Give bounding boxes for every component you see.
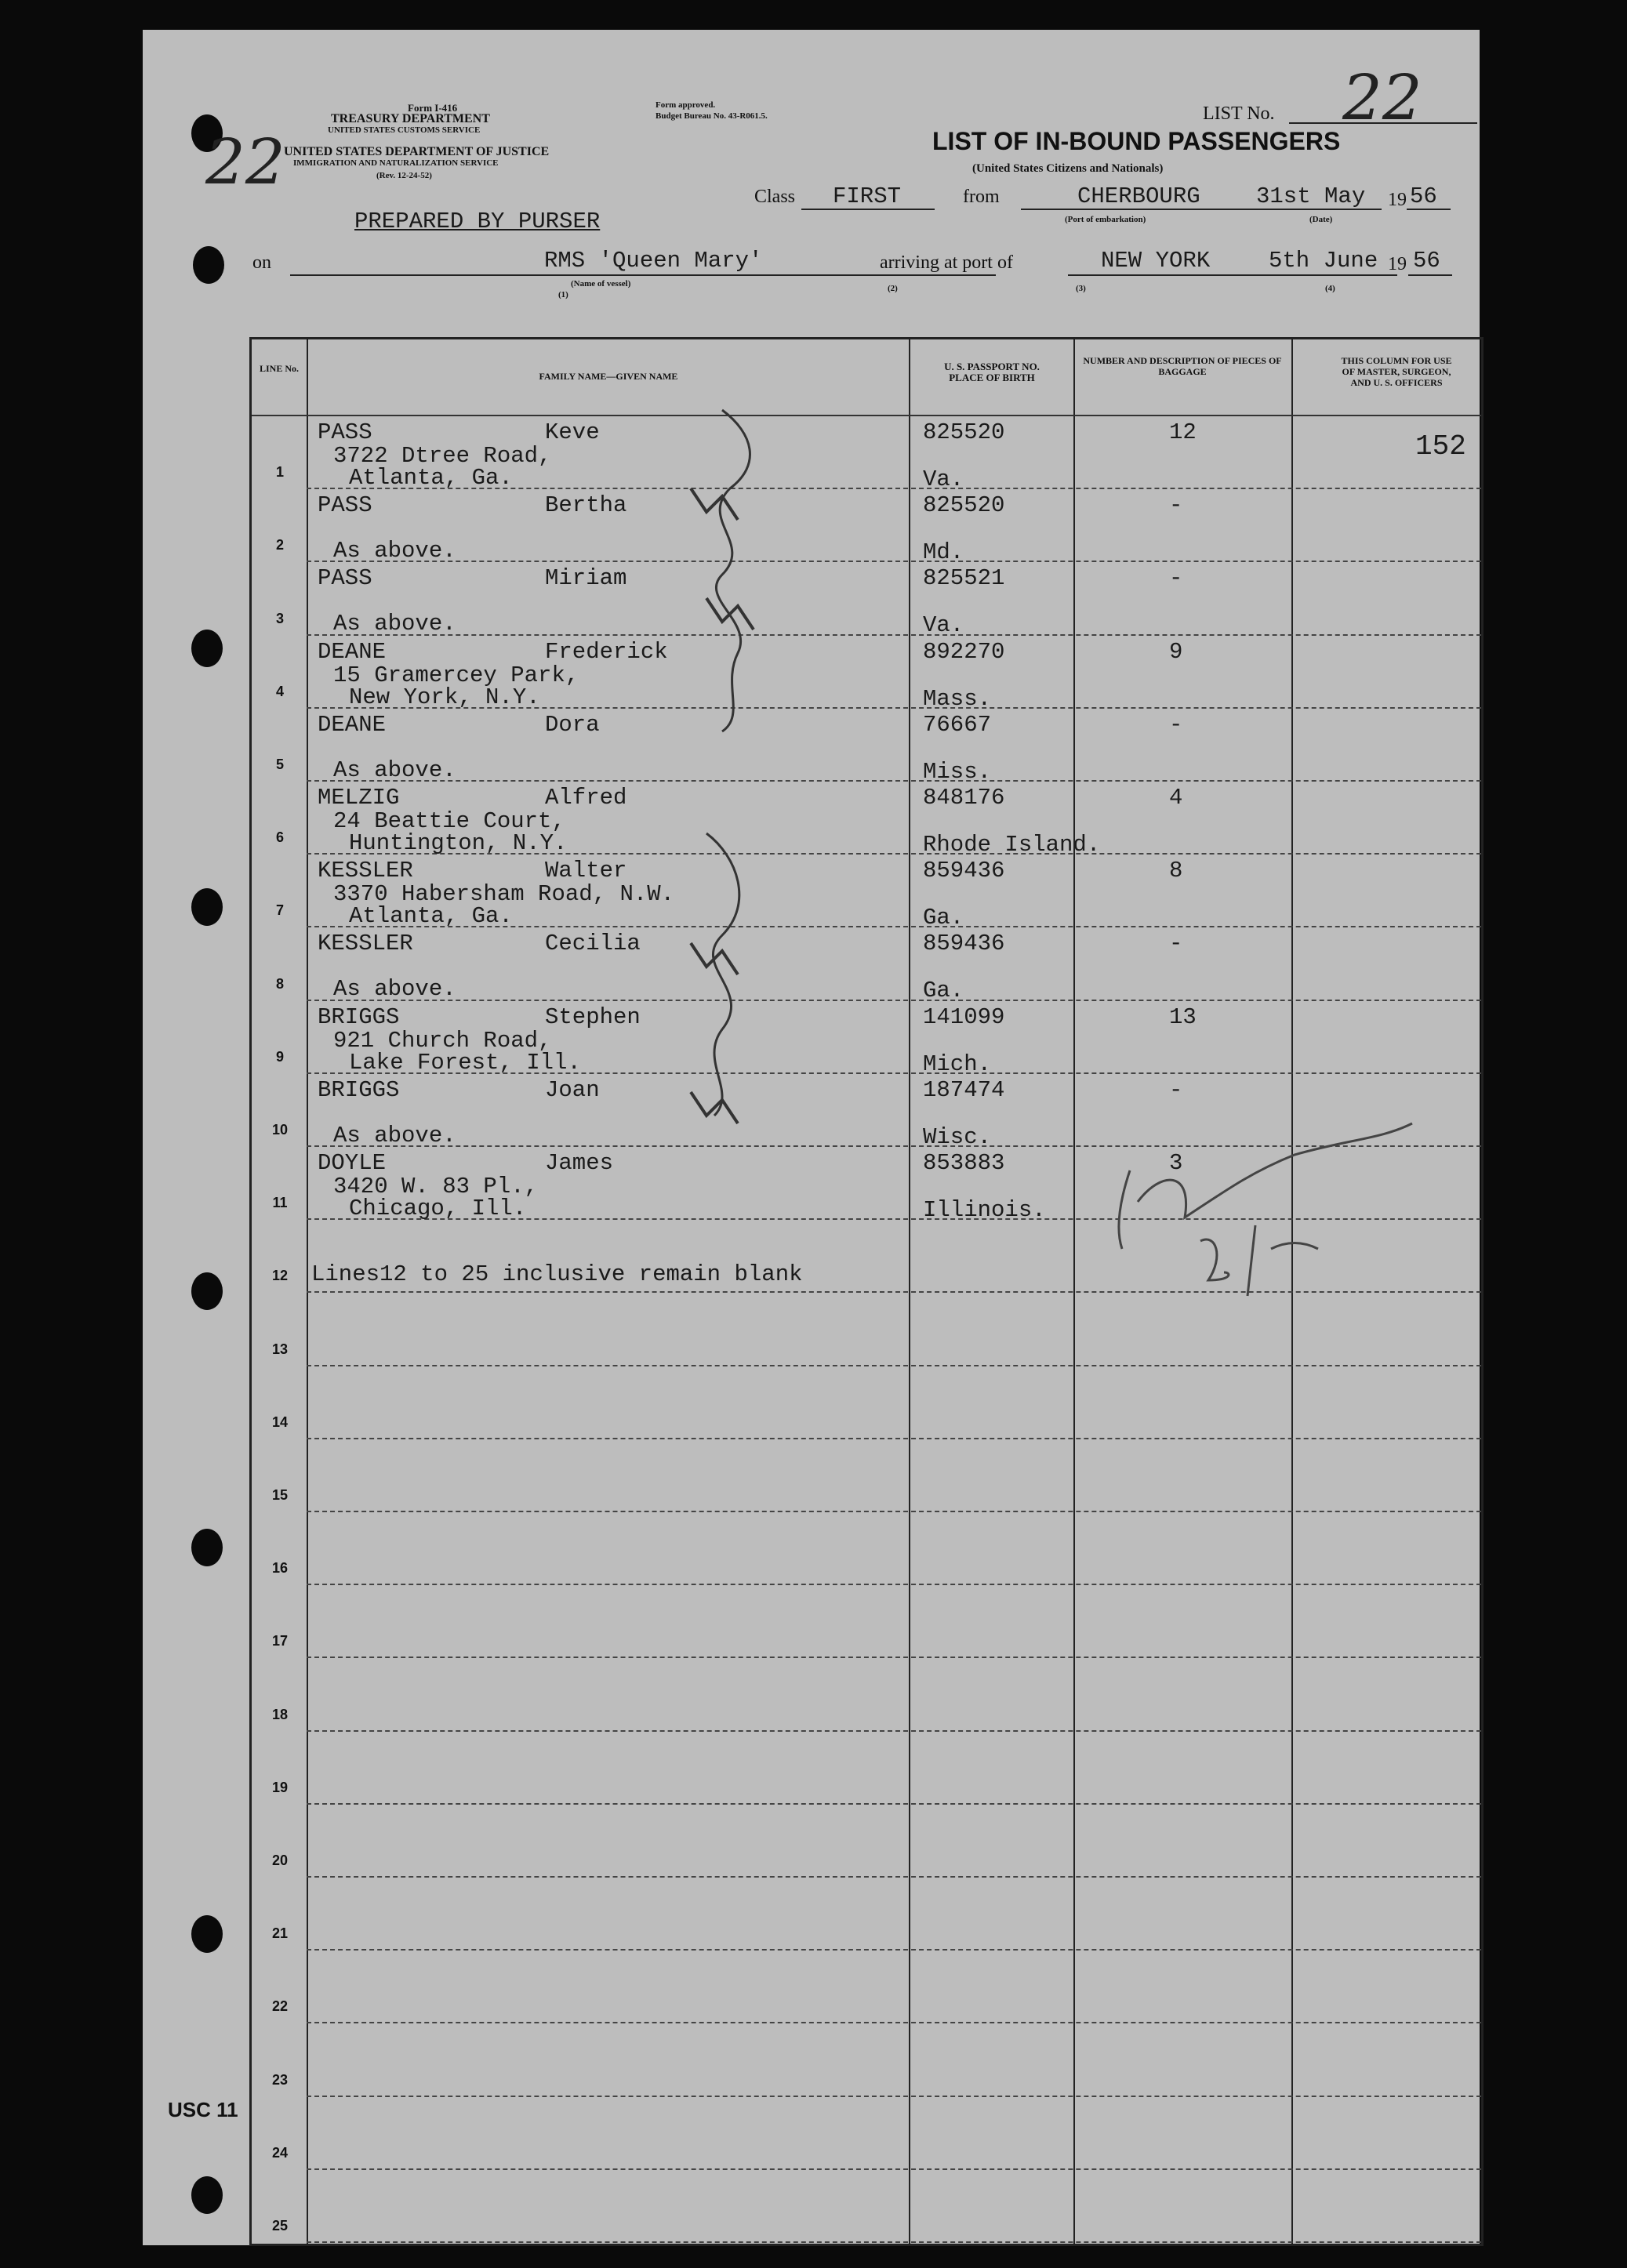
passenger-table xyxy=(249,337,1484,2246)
passport-number: 859436 xyxy=(923,931,1005,957)
address-line: Lake Forest, Ill. xyxy=(349,1049,581,1076)
caption-2: (2) xyxy=(888,284,898,293)
port-of-embarkation: CHERBOURG xyxy=(1077,183,1200,209)
place-of-birth: Mass. xyxy=(923,685,992,712)
vessel-caption: (Name of vessel) xyxy=(571,279,631,288)
place-of-birth: Ga. xyxy=(923,978,964,1004)
line-number: 18 xyxy=(271,1706,289,1722)
arriving-label: arriving at port of xyxy=(880,252,1013,273)
line-number: 3 xyxy=(275,610,284,626)
line-number: 22 xyxy=(271,1998,289,2015)
given-name: Alfred xyxy=(545,785,627,811)
address-line: As above. xyxy=(333,1122,456,1149)
baggage-count: - xyxy=(1169,492,1183,519)
customs-service: UNITED STATES CUSTOMS SERVICE xyxy=(328,125,481,135)
line-number: 20 xyxy=(271,1853,289,1868)
arrival-year-prefix: 19 xyxy=(1388,254,1407,274)
baggage-count: - xyxy=(1169,711,1183,738)
list-no-label: LIST No. xyxy=(1203,103,1275,124)
given-name: Stephen xyxy=(545,1003,641,1030)
address-line: As above. xyxy=(333,611,456,637)
budget-bureau: Budget Bureau No. 43-R061.5. xyxy=(656,111,768,121)
family-name: DEANE xyxy=(318,638,387,665)
address-line: As above. xyxy=(333,538,456,564)
form-subtitle: (United States Citizens and Nationals) xyxy=(972,162,1164,175)
margin-handwritten-number: 22 xyxy=(205,125,285,198)
caption-1: (1) xyxy=(558,290,568,299)
baggage-count: 3 xyxy=(1169,1150,1183,1176)
department-of-justice: UNITED STATES DEPARTMENT OF JUSTICE xyxy=(284,145,550,158)
line-number: 11 xyxy=(272,1195,288,1211)
address-line: 24 Beattie Court, xyxy=(333,808,565,834)
vessel-line xyxy=(290,274,996,276)
passport-number: 892270 xyxy=(923,638,1005,665)
given-name: Frederick xyxy=(545,638,668,665)
given-name: Walter xyxy=(545,858,627,884)
baggage-count: 9 xyxy=(1169,638,1183,665)
line-number: 19 xyxy=(271,1779,289,1795)
punch-hole xyxy=(191,2176,223,2214)
review-checkmarks xyxy=(252,339,1481,2244)
address-line: As above. xyxy=(333,757,456,783)
family-name: KESSLER xyxy=(318,931,413,957)
baggage-count: 8 xyxy=(1169,858,1183,884)
line-number: 21 xyxy=(271,1925,289,1942)
embark-date: 31st May xyxy=(1256,183,1366,209)
treasury-department: TREASURY DEPARTMENT xyxy=(331,112,490,125)
caption-3: (3) xyxy=(1076,284,1086,293)
line-number: 23 xyxy=(271,2071,289,2088)
place-of-birth: Md. xyxy=(923,539,964,566)
punch-hole xyxy=(191,1272,223,1310)
line-number: 14 xyxy=(271,1413,289,1430)
arrival-year: 56 xyxy=(1413,248,1440,274)
address-line: Huntington, N.Y. xyxy=(349,830,568,856)
line-number: 2 xyxy=(275,537,284,553)
address-line: New York, N.Y. xyxy=(349,684,540,710)
place-of-birth: Va. xyxy=(923,612,964,639)
class-value: FIRST xyxy=(833,183,902,209)
passport-number: 848176 xyxy=(923,785,1005,811)
header-baggage: NUMBER AND DESCRIPTION OF PIECES OF BAGGAGE xyxy=(1083,355,1282,377)
on-label: on xyxy=(252,252,271,273)
place-of-birth: Rhode Island. xyxy=(923,832,1101,858)
baggage-count: 4 xyxy=(1169,785,1183,811)
header-name: FAMILY NAME—GIVEN NAME xyxy=(539,371,678,382)
punch-hole xyxy=(191,888,223,926)
arrival-port: NEW YORK xyxy=(1101,248,1211,274)
baggage-count: - xyxy=(1169,931,1183,957)
given-name: Miriam xyxy=(545,565,627,592)
address-line: Atlanta, Ga. xyxy=(349,465,513,491)
baggage-count: - xyxy=(1169,1076,1183,1103)
address-line: 3722 Dtree Road, xyxy=(333,443,552,469)
family-name: MELZIG xyxy=(318,785,400,811)
passport-number: 853883 xyxy=(923,1150,1005,1176)
vessel-name: RMS 'Queen Mary' xyxy=(544,248,763,274)
immigration-service: IMMIGRATION AND NATURALIZATION SERVICE xyxy=(293,158,499,168)
passport-number: 825520 xyxy=(923,419,1005,445)
form-revision: (Rev. 12-24-52) xyxy=(376,171,432,180)
address-line: 921 Church Road, xyxy=(333,1027,552,1054)
header-line-no: LINE No. xyxy=(259,363,299,374)
header-passport: U. S. PASSPORT NO. PLACE OF BIRTH xyxy=(944,361,1040,383)
family-name: PASS xyxy=(318,492,372,519)
caption-4: (4) xyxy=(1325,284,1335,293)
passport-number: 187474 xyxy=(923,1076,1005,1103)
line-number: 8 xyxy=(275,975,284,992)
place-of-birth: Miss. xyxy=(923,758,992,785)
from-label: from xyxy=(963,187,1000,207)
family-name: PASS xyxy=(318,565,372,592)
line-number: 17 xyxy=(271,1633,289,1649)
officer-count: 152 xyxy=(1415,430,1466,463)
line-number: 24 xyxy=(271,2144,289,2161)
prepared-by-purser: PREPARED BY PURSER xyxy=(354,209,601,234)
line-number: 12 xyxy=(271,1268,289,1284)
address-line: 3370 Habersham Road, N.W. xyxy=(333,881,675,908)
blank-lines-note: Lines12 to 25 inclusive remain blank xyxy=(311,1261,803,1287)
line-number: 10 xyxy=(271,1122,289,1138)
given-name: James xyxy=(545,1150,614,1176)
line-number: 13 xyxy=(271,1341,289,1357)
line-number: 5 xyxy=(275,757,284,772)
side-mark: USC 11 xyxy=(168,2098,238,2121)
baggage-count: 13 xyxy=(1169,1003,1197,1030)
given-name: Dora xyxy=(545,711,600,738)
header-officers: THIS COLUMN FOR USE OF MASTER, SURGEON, AND U. S. OFFICERS xyxy=(1341,355,1452,388)
family-name: DOYLE xyxy=(318,1150,387,1176)
arrival-year-line xyxy=(1408,274,1452,276)
given-name: Cecilia xyxy=(545,931,641,957)
family-name: KESSLER xyxy=(318,858,413,884)
family-name: BRIGGS xyxy=(318,1076,400,1103)
form-approved: Form approved. xyxy=(656,100,716,110)
place-of-birth: Ga. xyxy=(923,905,964,931)
punch-hole xyxy=(191,630,223,667)
place-of-birth: Mich. xyxy=(923,1051,992,1077)
passport-number: 859436 xyxy=(923,858,1005,884)
line-number: 16 xyxy=(271,1560,289,1577)
given-name: Keve xyxy=(545,419,600,445)
arrival-line xyxy=(1068,274,1397,276)
arrival-date: 5th June xyxy=(1269,248,1378,274)
embark-year: 56 xyxy=(1410,183,1437,209)
punch-hole xyxy=(191,1529,223,1566)
place-of-birth: Illinois. xyxy=(923,1197,1046,1223)
passport-number: 825521 xyxy=(923,565,1005,592)
line-number: 4 xyxy=(275,683,284,699)
port-caption: (Port of embarkation) xyxy=(1065,215,1146,224)
list-number: 22 xyxy=(1342,61,1422,134)
form-number: Form I-416 xyxy=(408,102,458,114)
line-number: 9 xyxy=(275,1048,284,1065)
place-of-birth: Va. xyxy=(923,466,964,492)
passport-number: 76667 xyxy=(923,711,992,738)
baggage-count: - xyxy=(1169,565,1183,592)
family-name: BRIGGS xyxy=(318,1003,400,1030)
line-number: 25 xyxy=(271,2218,289,2234)
address-line: 3420 W. 83 Pl., xyxy=(333,1174,539,1199)
class-label: Class xyxy=(754,187,796,207)
passport-number: 141099 xyxy=(923,1003,1005,1030)
punch-hole xyxy=(193,246,224,284)
baggage-count: 12 xyxy=(1169,419,1197,445)
family-name: PASS xyxy=(318,419,372,445)
class-line xyxy=(801,209,935,210)
manifest-page xyxy=(143,30,1480,2245)
line-number: 1 xyxy=(275,464,284,481)
family-name: DEANE xyxy=(318,711,387,738)
address-line: As above. xyxy=(333,976,456,1003)
line-number: 15 xyxy=(271,1487,289,1503)
line-number: 6 xyxy=(275,829,284,846)
date-caption: (Date) xyxy=(1309,215,1333,224)
embark-year-prefix: 19 xyxy=(1388,190,1407,210)
passport-number: 825520 xyxy=(923,492,1005,519)
given-name: Bertha xyxy=(545,492,627,519)
address-line: Atlanta, Ga. xyxy=(349,903,513,930)
embark-year-line xyxy=(1407,209,1451,210)
punch-hole xyxy=(191,1915,223,1953)
address-line: 15 Gramercey Park, xyxy=(333,662,579,688)
form-title: LIST OF IN-BOUND PASSENGERS xyxy=(932,127,1341,155)
place-of-birth: Wisc. xyxy=(923,1123,992,1150)
line-number: 7 xyxy=(275,902,284,919)
given-name: Joan xyxy=(545,1076,600,1103)
address-line: Chicago, Ill. xyxy=(349,1196,527,1221)
